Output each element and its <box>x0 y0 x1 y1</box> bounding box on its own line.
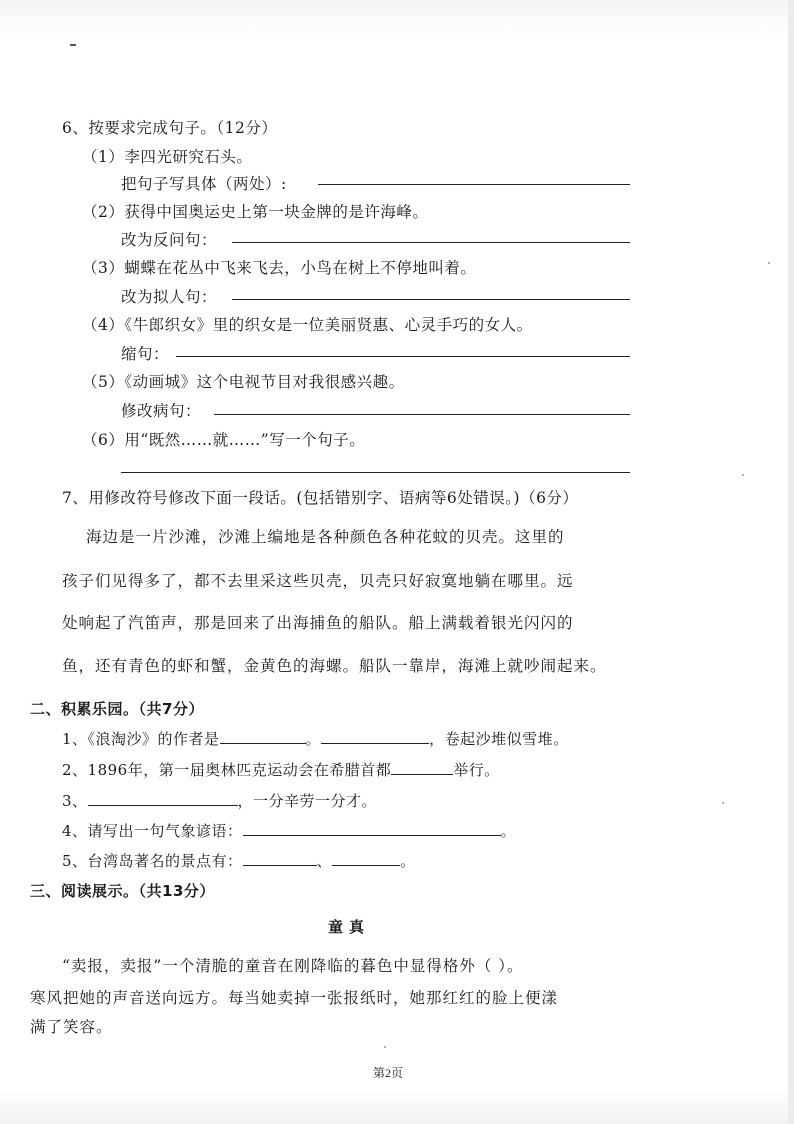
scan-mark <box>70 44 76 46</box>
sec2-q2-blank[interactable] <box>391 760 453 775</box>
q6-item-5-sentence: （5）《动画城》这个电视节目对我很感兴趣。 <box>82 373 405 391</box>
q6-item-5-prompt: 修改病句： <box>121 402 202 420</box>
reading-line-2: 寒风把她的声音送向远方。每当她卖掉一张报纸时，她那红红的脸上便漾 <box>30 989 559 1007</box>
page-number: 第2页 <box>373 1066 404 1080</box>
sec2-q4 <box>62 821 516 841</box>
q6-item-4-answer-line[interactable] <box>176 356 630 357</box>
section-3-heading: 三、阅读展示。（共13分） <box>30 882 215 900</box>
q6-item-2-sentence: （2）获得中国奥运史上第一块金牌的是许海峰。 <box>82 203 429 221</box>
sec2-q4-text-b: 。 <box>500 822 517 840</box>
sec2-q5-text-b: 、 <box>316 852 333 870</box>
scan-speck <box>742 474 744 476</box>
q6-item-6-answer-line[interactable] <box>121 472 630 473</box>
q7-paragraph-line-3: 处响起了汽笛声，那是回来了出海捕鱼的船队。船上满载着银光闪闪的 <box>62 614 574 632</box>
sec2-q1 <box>62 729 569 749</box>
sec2-q2-text-b: 举行。 <box>453 761 500 779</box>
q6-item-4-sentence: （4）《牛郎织女》里的织女是一位美丽贤惠、心灵手巧的女人。 <box>82 316 533 334</box>
sec2-q5-blank-2[interactable] <box>332 851 400 866</box>
sec2-q1-text-b: 。 <box>305 730 322 748</box>
sec2-q5 <box>62 851 416 871</box>
q6-item-2-prompt: 改为反问句： <box>121 231 218 249</box>
q7-paragraph-line-2: 孩子们见得多了，都不去里采这些贝壳，贝壳只好寂寞地躺在哪里。远 <box>62 572 574 590</box>
sec2-q3-text-b: ，一分辛劳一分才。 <box>237 792 378 810</box>
reading-title: 童真 <box>328 918 371 936</box>
sec2-q5-blank-1[interactable] <box>243 851 317 866</box>
q6-item-4-prompt: 缩句： <box>121 345 170 363</box>
sec2-q1-blank-1[interactable] <box>220 729 306 744</box>
q6-item-1-sentence: （1）李四光研究石头。 <box>82 148 253 166</box>
sec2-q3-text-a: 3、 <box>62 792 88 810</box>
q7-paragraph-line-4: 鱼，还有青色的虾和蟹，金黄色的海螺。船队一靠岸，海滩上就吵闹起来。 <box>62 657 607 675</box>
reading-line-3: 满了笑容。 <box>30 1018 113 1036</box>
sec2-q1-text-a: 1、《浪淘沙》的作者是 <box>62 730 220 748</box>
q6-item-1-answer-line[interactable] <box>318 184 630 185</box>
q6-heading: 6、按要求完成句子。（12分） <box>62 119 278 137</box>
scan-speck <box>722 802 724 804</box>
q6-item-1-prompt: 把句子写具体（两处）: <box>121 175 287 193</box>
sec2-q1-text-c: ，卷起沙堆似雪堆。 <box>429 730 569 748</box>
q7-paragraph-line-1: 海边是一片沙滩，沙滩上编地是各种颜色各种花蚊的贝壳。这里的 <box>86 528 565 546</box>
sec2-q3 <box>62 791 377 811</box>
q6-item-5-answer-line[interactable] <box>214 414 630 415</box>
scan-edge-top <box>0 0 794 36</box>
q6-item-3-prompt: 改为拟人句： <box>121 288 218 306</box>
scan-speck <box>768 262 770 264</box>
q6-item-3-answer-line[interactable] <box>232 299 630 300</box>
q6-item-6-sentence: （6）用“既然……就……”写一个句子。 <box>82 431 366 449</box>
scan-edge-right <box>788 0 794 1124</box>
scan-speck <box>384 1046 386 1048</box>
q6-item-3-sentence: （3）蝴蝶在花丛中飞来飞去，小鸟在树上不停地叫着。 <box>82 259 477 277</box>
sec2-q5-text-a: 5、台湾岛著名的景点有： <box>62 852 243 870</box>
reading-line-1: “卖报，卖报”一个清脆的童音在刚降临的暮色中显得格外（ ）。 <box>62 957 524 975</box>
q7-heading: 7、用修改符号修改下面一段话。(包括错别字、语病等6处错误。)（6分） <box>62 489 579 507</box>
sec2-q1-blank-2[interactable] <box>321 729 429 744</box>
sec2-q4-text-a: 4、请写出一句气象谚语： <box>62 822 243 840</box>
section-2-heading: 二、积累乐园。（共7分） <box>30 700 204 718</box>
sec2-q2-text-a: 2、1896年，第一届奥林匹克运动会在希腊首都 <box>62 761 392 779</box>
q6-item-2-answer-line[interactable] <box>232 242 630 243</box>
sec2-q3-blank[interactable] <box>88 791 238 806</box>
sec2-q5-text-c: 。 <box>400 852 416 870</box>
scan-edge-bottom <box>0 1088 794 1124</box>
sec2-q2 <box>62 760 500 780</box>
sec2-q4-blank[interactable] <box>243 821 501 836</box>
